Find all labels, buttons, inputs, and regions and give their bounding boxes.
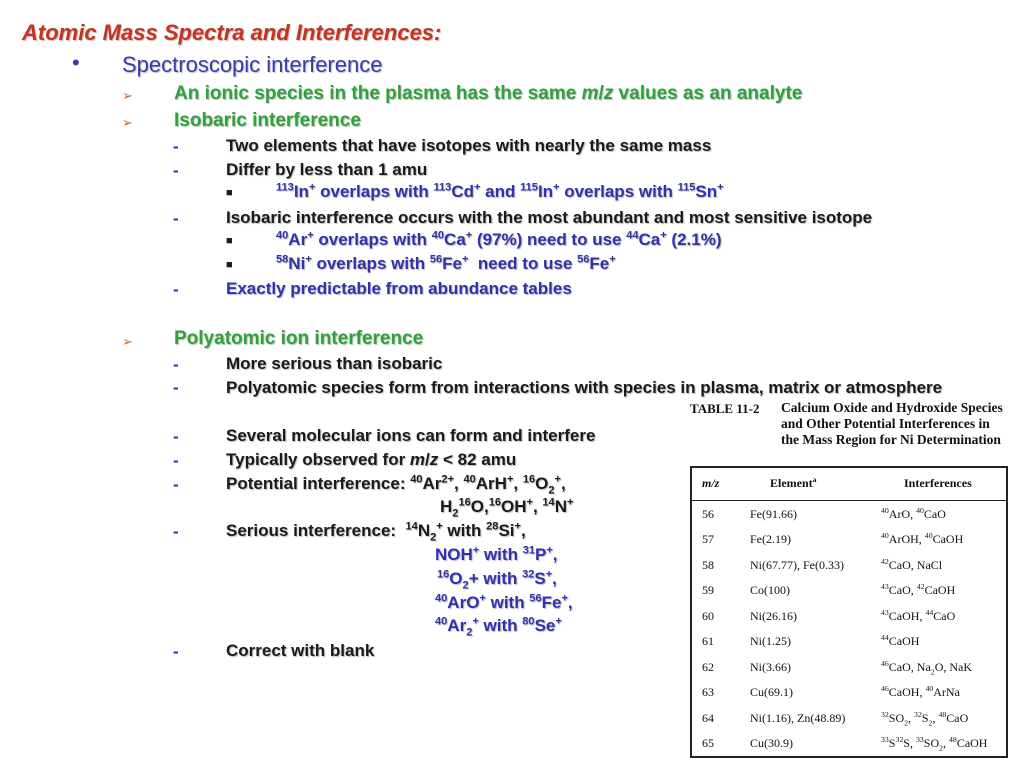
table-row	[692, 707, 1006, 732]
correct-blank-text: Correct with blank	[226, 641, 375, 660]
table-header	[692, 468, 1006, 501]
cell-interferences: $^{40}$ArO, $^{40}$CaO	[881, 506, 946, 521]
cell-mz: 58	[702, 558, 714, 572]
cell-interferences: $^{46}$CaO, $Na_2O$, NaK	[881, 659, 973, 677]
dash-marker: -	[173, 642, 179, 661]
table-row	[692, 605, 1006, 630]
dash-marker: -	[173, 475, 179, 494]
cell-interferences: $^{46}$CaOH, $^{40}$ArNa	[881, 684, 960, 699]
argon-overlap-text: $^{40}$Ar+ overlaps with $^{40}$Ca+ (97%) need to use $^{44}$Ca+ (2.1%)	[276, 229, 722, 249]
dash-marker: -	[173, 137, 179, 156]
arrow-marker: ➢	[122, 334, 133, 349]
cell-element: Cu(30.9)	[750, 736, 793, 750]
table-label: TABLE 11-2	[690, 401, 760, 416]
dash-marker: -	[173, 451, 179, 470]
cell-interferences: $^{32}SO_2$, $^{32}S_2$, $^{48}$CaO	[881, 710, 969, 728]
table-row	[692, 503, 1006, 528]
potential-interference-text: Potential interference: $^{40}Ar^{2+}$, $^{40}$ArH+, $^{16}O_2^+$,	[226, 473, 566, 497]
cell-element: Cu(69.1)	[750, 685, 793, 699]
polyatomic-species-text: Polyatomic species form from interactions with species in plasma, matrix or atmosphere	[226, 378, 943, 397]
indium-overlap-text: $^{113}$In+ overlaps with $^{113}$Cd+ and $^{115}$In+ overlaps with $^{115}$Sn+	[276, 181, 724, 201]
cell-mz: 61	[702, 634, 714, 648]
cell-mz: 57	[702, 532, 714, 546]
cell-element: Ni(26.16)	[750, 609, 797, 623]
cell-mz: 59	[702, 583, 714, 597]
table-row	[692, 681, 1006, 706]
cell-element: Ni(3.66)	[750, 660, 791, 674]
dash-marker: -	[173, 209, 179, 228]
exactly-predictable-text: Exactly predictable from abundance tables	[226, 279, 572, 298]
cell-interferences: $^{43}$CaO, $^{42}$CaOH	[881, 582, 956, 597]
serious-interference-aro: $^{40}$ArO+ with $^{56}$Fe+,	[435, 592, 573, 612]
interference-table	[690, 466, 1008, 758]
header-mz: m/z	[702, 476, 720, 490]
cell-mz: 63	[702, 685, 714, 699]
header-element: Element$^a$	[770, 475, 817, 490]
cell-element: Fe(91.66)	[750, 507, 797, 521]
table-row	[692, 579, 1006, 604]
serious-interference-noh: NOH+ with $^{31}$P+,	[435, 544, 558, 564]
arrow-marker: ➢	[122, 115, 133, 130]
cell-mz: 62	[702, 660, 714, 674]
header-interferences: Interferences	[904, 476, 972, 490]
cell-mz: 60	[702, 609, 714, 623]
serious-interference-o2: $^{16}O_2+$ with $^{32}$S+,	[437, 568, 557, 592]
table-row	[692, 732, 1006, 757]
dash-marker: -	[173, 427, 179, 446]
potential-interference-text-2: $H_2^{16}O,^{16}OH^+$, $^{14}$N+	[440, 496, 574, 520]
cell-interferences: $^{44}$CaOH	[881, 633, 920, 648]
isobaric-heading: Isobaric interference	[174, 110, 361, 131]
cell-mz: 65	[702, 736, 714, 750]
dash-marker: -	[173, 522, 179, 541]
serious-interference-text: Serious interference: $^{14}N_2^+$ with $^{28}$Si+,	[226, 520, 526, 544]
dash-marker: -	[173, 280, 179, 299]
two-elements-text: Two elements that have isotopes with nearly the same mass	[226, 136, 712, 155]
isobaric-occurs-text: Isobaric interference occurs with the most abundant and most sensitive isotope	[226, 208, 873, 227]
cell-element: Ni(1.25)	[750, 634, 791, 648]
cell-interferences: $^{43}$CaOH, $^{44}$CaO	[881, 608, 956, 623]
cell-mz: 64	[702, 711, 714, 725]
dash-marker: -	[173, 161, 179, 180]
slide-title: Atomic Mass Spectra and Interferences:	[22, 20, 442, 45]
table-row	[692, 554, 1006, 579]
more-serious-text: More serious than isobaric	[226, 354, 443, 373]
dash-marker: -	[173, 355, 179, 374]
differ-less-text: Differ by less than 1 amu	[226, 160, 428, 179]
bullet-dot-marker: •	[72, 50, 80, 75]
cell-mz: 56	[702, 507, 714, 521]
square-marker: ■	[226, 187, 233, 199]
table-row	[692, 528, 1006, 553]
polyatomic-heading: Polyatomic ion interference	[174, 328, 424, 349]
square-marker: ■	[226, 235, 233, 247]
cell-interferences: $^{33}S^{32}S$, $^{33}SO_2$, $^{48}$CaOH	[881, 735, 988, 753]
ionic-species-text: An ionic species in the plasma has the same m/z values as an analyte	[174, 83, 803, 104]
cell-element: Co(100)	[750, 583, 790, 597]
spectroscopic-interference-heading: Spectroscopic interference	[122, 52, 383, 77]
cell-element: Fe(2.19)	[750, 532, 791, 546]
table-row	[692, 630, 1006, 655]
cell-interferences: $^{40}$ArOH, $^{40}$CaOH	[881, 531, 964, 546]
table-caption: Calcium Oxide and Hydroxide Species and Other Potential Interferences in the Mass Region for Ni Determination	[781, 400, 1003, 447]
several-molecular-text: Several molecular ions can form and interfere	[226, 426, 596, 445]
cell-element: Ni(1.16), Zn(48.89)	[750, 711, 846, 725]
serious-interference-ar2: $^{40}Ar_2^+$ with $^{80}$Se+	[435, 615, 562, 639]
arrow-marker: ➢	[122, 88, 133, 103]
typically-observed-text: Typically observed for m/z < 82 amu	[226, 450, 517, 469]
dash-marker: -	[173, 378, 179, 397]
cell-element: Ni(67.77), Fe(0.33)	[750, 558, 844, 572]
table-row	[692, 656, 1006, 681]
nickel-overlap-text: $^{58}$Ni+ overlaps with $^{56}$Fe+ need to use $^{56}$Fe+	[276, 253, 616, 273]
cell-interferences: $^{42}$CaO, NaCl	[881, 557, 943, 572]
square-marker: ■	[226, 259, 233, 271]
